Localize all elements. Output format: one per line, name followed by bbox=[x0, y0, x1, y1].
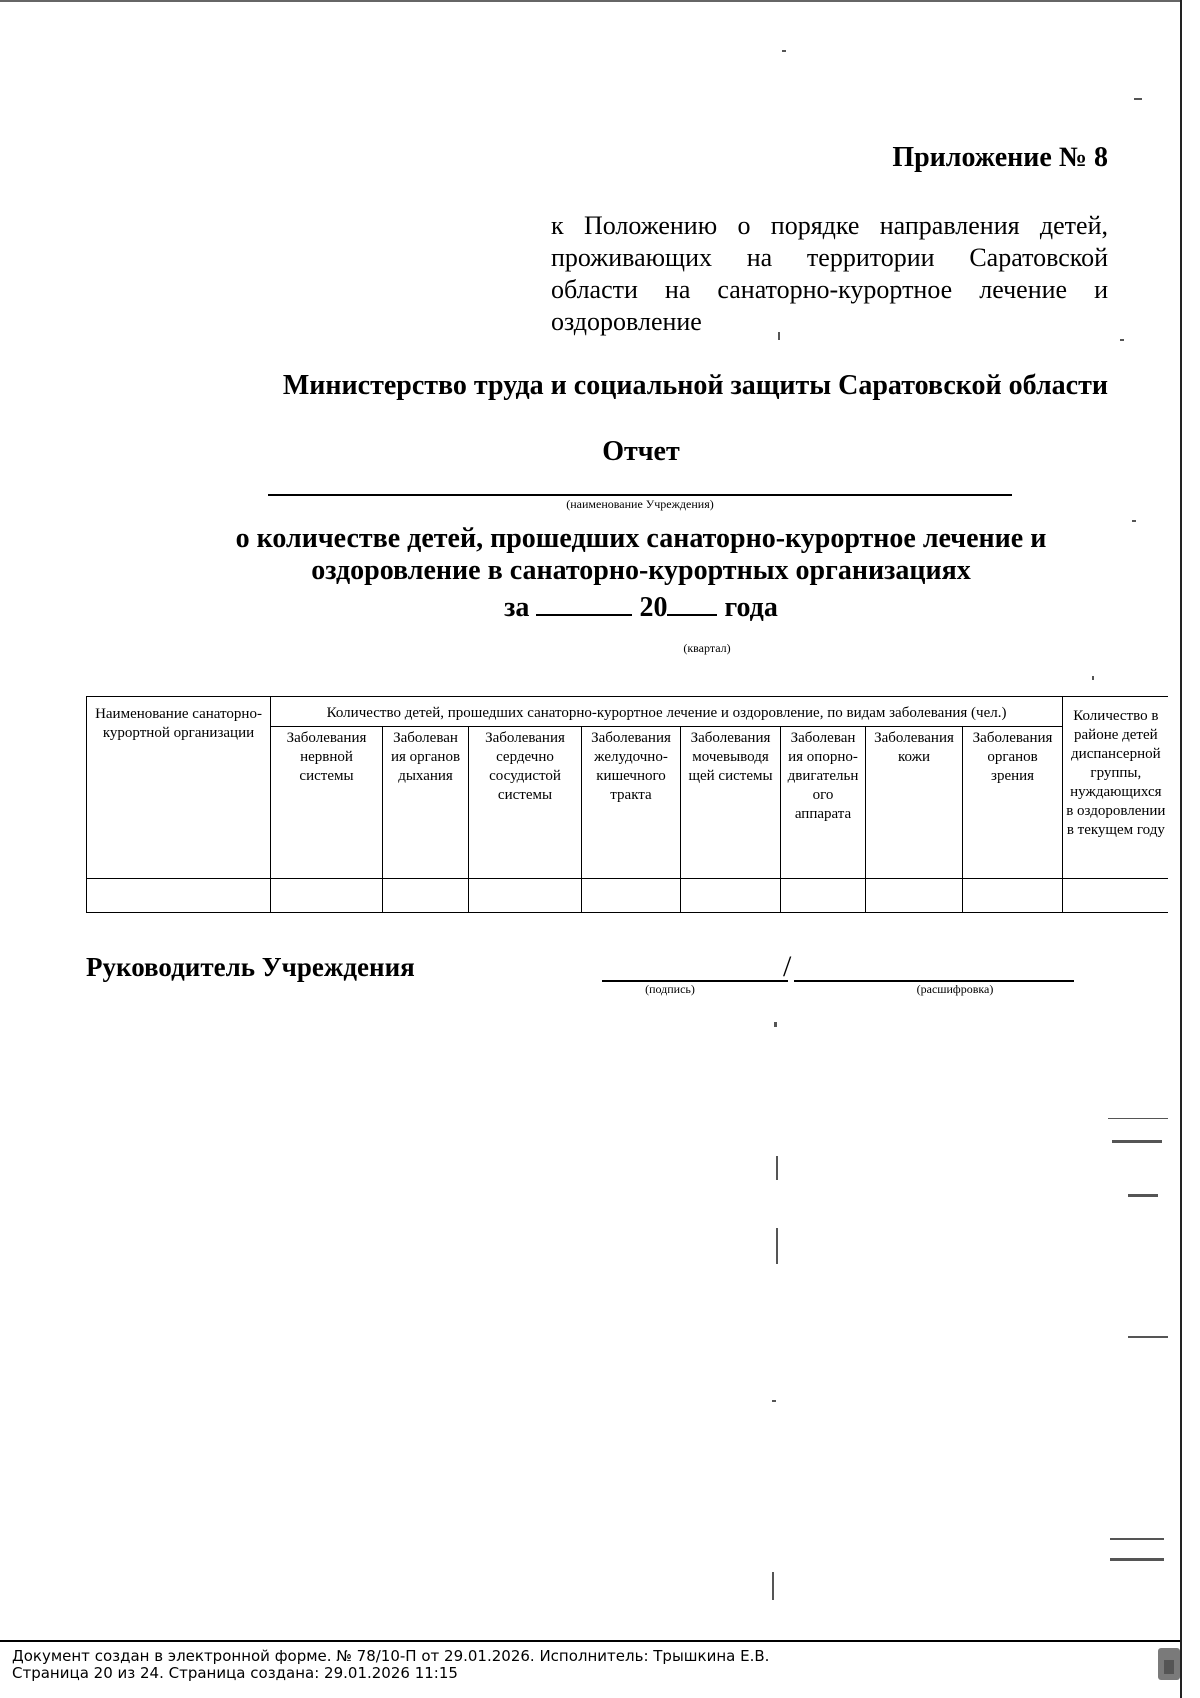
col-header-skin: Заболевания кожи bbox=[866, 727, 963, 879]
appendix-subtitle-line: к Положению о порядке направления детей, bbox=[551, 211, 1108, 240]
institution-caption: (наименование Учреждения) bbox=[566, 497, 714, 511]
scan-mark bbox=[776, 1156, 778, 1180]
col-header-gastro: Заболевания желудочно-кишечного тракта bbox=[582, 727, 681, 879]
table-cell[interactable] bbox=[866, 879, 963, 913]
period-suffix: года bbox=[724, 592, 778, 623]
scan-mark bbox=[1128, 1336, 1168, 1338]
scan-mark bbox=[772, 1572, 774, 1600]
appendix-title: Приложение № 8 bbox=[892, 142, 1108, 173]
scan-mark bbox=[1112, 1140, 1162, 1143]
footer-line-2: Страница 20 из 24. Страница создана: 29.01.2026 11:15 bbox=[12, 1664, 458, 1682]
col-header-urinary: Заболевания мочевыводя щей системы bbox=[681, 727, 781, 879]
report-subject-line: оздоровление в санаторно-курортных организациях bbox=[311, 555, 971, 586]
page-border-right bbox=[1180, 0, 1182, 1698]
appendix-subtitle-line: оздоровление bbox=[551, 307, 702, 336]
table-cell[interactable] bbox=[87, 879, 271, 913]
col-header-vision: Заболевания органов зрения bbox=[963, 727, 1063, 879]
col-header-nervous: Заболевания нервной системы bbox=[271, 727, 383, 879]
appendix-subtitle bbox=[551, 210, 1108, 338]
table-cell[interactable] bbox=[582, 879, 681, 913]
report-title: Отчет bbox=[602, 436, 680, 467]
table-cell[interactable] bbox=[271, 879, 383, 913]
col-header-respiratory: Заболеван ия органов дыхания bbox=[383, 727, 469, 879]
scan-mark bbox=[1092, 676, 1094, 680]
period-prefix: за bbox=[504, 592, 530, 623]
table-cell[interactable] bbox=[469, 879, 582, 913]
electronic-seal-icon bbox=[1158, 1648, 1180, 1680]
report-table bbox=[86, 696, 1168, 913]
page-border-top bbox=[0, 0, 1182, 2]
quarter-blank[interactable] bbox=[536, 588, 632, 616]
document-footer bbox=[12, 1648, 769, 1682]
table-cell[interactable] bbox=[383, 879, 469, 913]
quarter-caption: (квартал) bbox=[683, 641, 731, 655]
ministry-name: Министерство труда и социальной защиты Саратовской области bbox=[282, 370, 1108, 401]
footer-line-1: Документ создан в электронной форме. № 78/10-П от 29.01.2026. Исполнитель: Трышкина Е.В. bbox=[12, 1647, 770, 1665]
scan-mark bbox=[782, 50, 786, 52]
scan-mark bbox=[1134, 98, 1142, 100]
scan-mark bbox=[1110, 1538, 1164, 1540]
col-tail-header: Количество в районе детей диспансерной группы, нуждающихся в оздоровлении в текущем году bbox=[1063, 697, 1168, 879]
period-year: 20 bbox=[639, 592, 668, 623]
scan-mark bbox=[772, 1400, 776, 1402]
scan-mark bbox=[778, 332, 780, 340]
disease-group-header: Количество детей, прошедших санаторно-курортное лечение и оздоровление, по видам заболевания (чел.) bbox=[271, 697, 1063, 727]
appendix-subtitle-line: проживающих на территории Саратовской bbox=[551, 243, 1108, 272]
institution-name-line[interactable] bbox=[268, 494, 1012, 496]
col-org-header: Наименование санаторно-курортной организации bbox=[87, 697, 271, 879]
report-subject bbox=[0, 523, 1200, 587]
scan-mark bbox=[1120, 339, 1124, 341]
col-header-musculoskeletal: Заболеван ия опорно-двигательн ого аппарата bbox=[781, 727, 866, 879]
footer-divider bbox=[0, 1640, 1180, 1642]
table-cell[interactable] bbox=[681, 879, 781, 913]
report-period bbox=[0, 588, 1200, 624]
appendix-subtitle-line: области на санаторно-курортное лечение и bbox=[551, 275, 1108, 304]
scan-mark bbox=[1132, 520, 1136, 522]
table-cell[interactable] bbox=[781, 879, 866, 913]
signature-slash: / bbox=[783, 950, 792, 983]
decode-caption: (расшифровка) bbox=[916, 982, 994, 996]
table-cell[interactable] bbox=[1063, 879, 1168, 913]
report-table-wrapper bbox=[86, 696, 1168, 918]
year-blank[interactable] bbox=[667, 588, 717, 616]
scan-mark bbox=[1108, 1118, 1168, 1119]
scan-mark bbox=[1128, 1194, 1158, 1197]
table-cell[interactable] bbox=[963, 879, 1063, 913]
scan-mark bbox=[776, 1228, 778, 1264]
scan-mark bbox=[1110, 1558, 1164, 1561]
report-subject-line: о количестве детей, прошедших санаторно-курортное лечение и bbox=[235, 523, 1047, 554]
signatory-role: Руководитель Учреждения bbox=[86, 952, 415, 982]
signature-caption: (подпись) bbox=[645, 982, 695, 996]
col-header-cardio: Заболевания сердечно сосудистой системы bbox=[469, 727, 582, 879]
scan-mark bbox=[774, 1022, 777, 1027]
